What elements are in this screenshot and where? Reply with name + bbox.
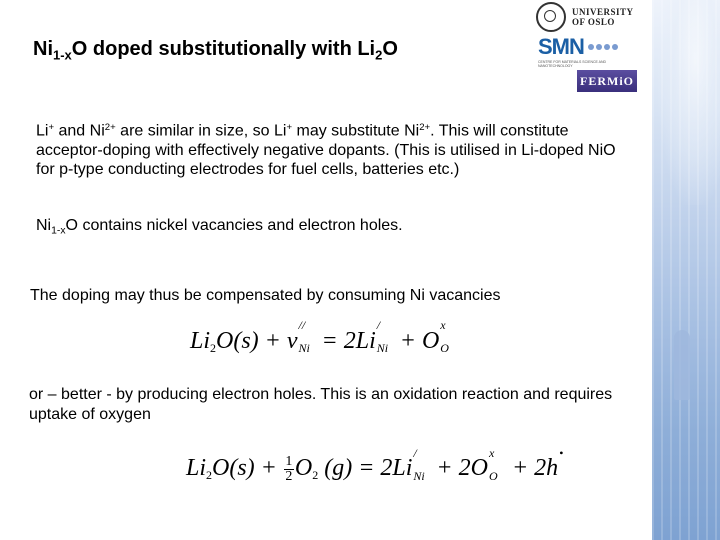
paragraph-vacancies xyxy=(36,217,403,237)
fermio-logo xyxy=(577,70,637,92)
eq-text: O(s) + xyxy=(212,455,283,482)
text: are similar in size, so Li xyxy=(115,122,287,140)
fraction-denominator: 2 xyxy=(285,469,293,484)
eq-superscript: / xyxy=(376,318,381,333)
eq-subscript: O xyxy=(488,468,498,483)
title-subscript: 2 xyxy=(375,47,383,63)
eq-subscript: Ni xyxy=(376,341,389,356)
decorative-side-strip xyxy=(652,0,720,540)
title-text: O xyxy=(382,38,398,60)
eq-index xyxy=(488,445,506,483)
fermio-text: FERMiO xyxy=(580,73,634,88)
paragraph-compensation: The doping may thus be compensated by consuming Ni vacancies xyxy=(30,287,501,304)
superscript: + xyxy=(286,122,293,133)
eq-text: + 2h xyxy=(505,455,559,482)
eq-text: = 2Li xyxy=(315,328,376,354)
eq-index xyxy=(412,445,430,483)
eq-superscript: x xyxy=(440,318,446,333)
eq-text: Li xyxy=(186,455,207,482)
smn-text: SMN xyxy=(538,34,584,59)
title-text: Ni xyxy=(33,38,53,60)
strip-pattern xyxy=(652,0,720,540)
fraction xyxy=(284,455,294,484)
smn-subtitle: CENTRE FOR MATERIALS SCIENCE AND NANOTECHNOLOGY xyxy=(538,60,607,68)
paragraph-li-substitution xyxy=(36,118,636,180)
university-line-2: OF OSLO xyxy=(572,17,615,27)
text: O contains nickel vacancies and electron holes. xyxy=(65,217,403,234)
eq-superscript: x xyxy=(488,445,495,460)
subscript: 1-x xyxy=(51,225,66,237)
text: may substitute Ni xyxy=(292,122,420,140)
university-seal-icon xyxy=(536,2,566,32)
smn-dots-icon xyxy=(588,44,618,50)
smn-logo xyxy=(538,36,638,68)
eq-text: (g) = 2Li xyxy=(318,455,413,482)
eq-subscript: 2 xyxy=(312,468,319,483)
university-name xyxy=(572,7,634,27)
eq-text: + 2O xyxy=(430,455,488,482)
eq-superscript: / xyxy=(413,445,417,460)
eq-index xyxy=(558,445,576,482)
title-text: O doped substitutionally with Li xyxy=(71,38,376,60)
eq-text: O(s) + v xyxy=(216,328,298,354)
figure-silhouette xyxy=(674,330,690,400)
text: and Ni xyxy=(54,122,105,140)
text: Li xyxy=(36,122,49,140)
eq-index xyxy=(376,318,394,356)
eq-superscript: // xyxy=(298,318,306,333)
eq-text: Li xyxy=(190,328,211,354)
superscript: + xyxy=(48,122,55,133)
text: Ni xyxy=(36,217,52,234)
eq-subscript: 2 xyxy=(206,468,213,483)
eq-subscript: Ni xyxy=(413,468,425,483)
superscript: 2+ xyxy=(104,122,116,133)
fraction-numerator: 1 xyxy=(285,454,293,469)
paragraph-oxidation: or – better - by producing electron holes. This is an oxidation reaction and requires uptake of oxygen xyxy=(29,386,613,423)
text: . This will constitute acceptor-doping with effectively negative dopants. (This is utilised in Li-doped NiO for p-type conducting electrodes for fuel cells, batteries etc.) xyxy=(36,122,616,179)
eq-subscript: Ni xyxy=(298,341,310,356)
equation-vacancy-consumption xyxy=(190,318,457,356)
university-logo xyxy=(536,2,634,32)
eq-subscript: 2 xyxy=(210,341,217,356)
eq-text: + O xyxy=(393,328,440,354)
eq-subscript: O xyxy=(440,341,449,356)
eq-text: O xyxy=(294,455,313,482)
title-subscript: 1-x xyxy=(53,47,72,63)
eq-superscript: • xyxy=(559,445,564,460)
university-line-1: UNIVERSITY xyxy=(572,7,634,17)
equation-hole-production xyxy=(186,445,576,484)
eq-index xyxy=(439,318,457,356)
slide-title xyxy=(33,38,398,63)
eq-index xyxy=(298,318,316,356)
smn-wordmark xyxy=(538,36,638,58)
superscript: 2+ xyxy=(419,122,431,133)
